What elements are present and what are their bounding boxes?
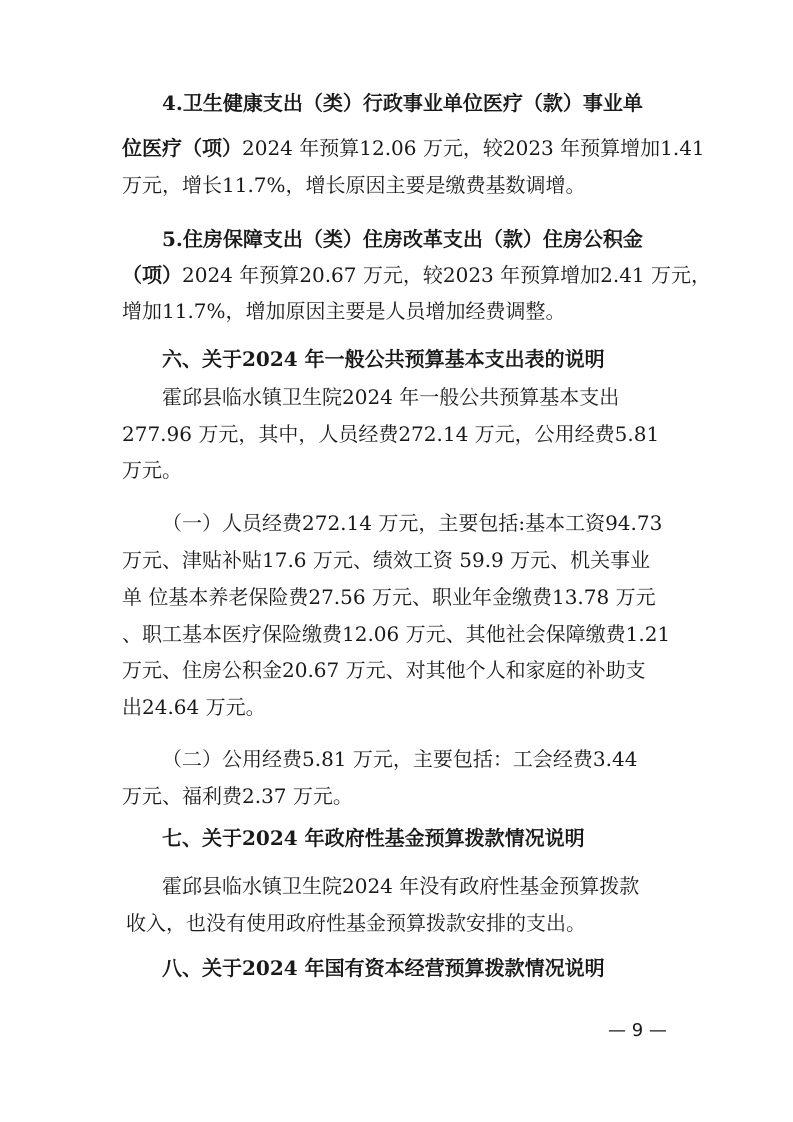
section7-p1-line2: 收入，也没有使用政府性基金预算拨款安排的支出。 (126, 911, 586, 935)
section6-p2-line4: 、职工基本医疗保险缴费12.06 万元、其他社会保障缴费1.21 (122, 622, 671, 646)
section6-p2-line2: 万元、津贴补贴17.6 万元、绩效工资 59.9 万元、机关事业 (122, 548, 651, 572)
item5-line2 (122, 261, 712, 289)
section6-p1-line3: 万元。 (122, 458, 182, 482)
section7-p1-line1: 霍邱县临水镇卫生院2024 年没有政府性基金预算拨款 (162, 874, 640, 898)
page-number: — 9 — (608, 1020, 667, 1041)
item4-line2-rest: 2024 年预算12.06 万元，较2023 年预算增加1.41 (242, 136, 705, 160)
item5-line2-bold: （项） (122, 263, 182, 287)
section6-p2-line1: （一）人员经费272.14 万元，主要包括:基本工资94.73 (162, 511, 663, 535)
section6-p1-line2: 277.96 万元，其中，人员经费272.14 万元，公用经费5.81 (122, 422, 660, 446)
item5-line3: 增加11.7%，增加原因主要是人员增加经费调整。 (122, 299, 566, 323)
section6-p3-line1: （二）公用经费5.81 万元，主要包括：工会经费3.44 (162, 747, 638, 771)
section6-p3-line2: 万元、福利费2.37 万元。 (122, 784, 353, 808)
item5-line1: 5.住房保障支出（类）住房改革支出（款）住房公积金 (162, 227, 643, 251)
item4-line2 (122, 134, 705, 162)
section6-p2-line6: 出24.64 万元。 (122, 695, 266, 719)
section6-p2-line5: 万元、住房公积金20.67 万元、对其他个人和家庭的补助支 (122, 658, 646, 682)
item5-line2-rest: 2024 年预算20.67 万元，较2023 年预算增加2.41 万元， (182, 263, 712, 287)
item4-line2-bold: 位医疗（项） (122, 136, 242, 160)
section6-p1-line1: 霍邱县临水镇卫生院2024 年一般公共预算基本支出 (162, 385, 620, 409)
section6-p2-line3: 单 位基本养老保险费27.56 万元、职业年金缴费13.78 万元 (122, 585, 656, 609)
item4-line1: 4.卫生健康支出（类）行政事业单位医疗（款）事业单 (162, 91, 643, 115)
section7-heading: 七、关于2024 年政府性基金预算拨款情况说明 (162, 826, 585, 850)
section6-heading: 六、关于2024 年一般公共预算基本支出表的说明 (162, 347, 605, 371)
item4-line3: 万元，增长11.7%，增长原因主要是缴费基数调增。 (122, 173, 586, 197)
section8-heading: 八、关于2024 年国有资本经营预算拨款情况说明 (162, 956, 605, 980)
